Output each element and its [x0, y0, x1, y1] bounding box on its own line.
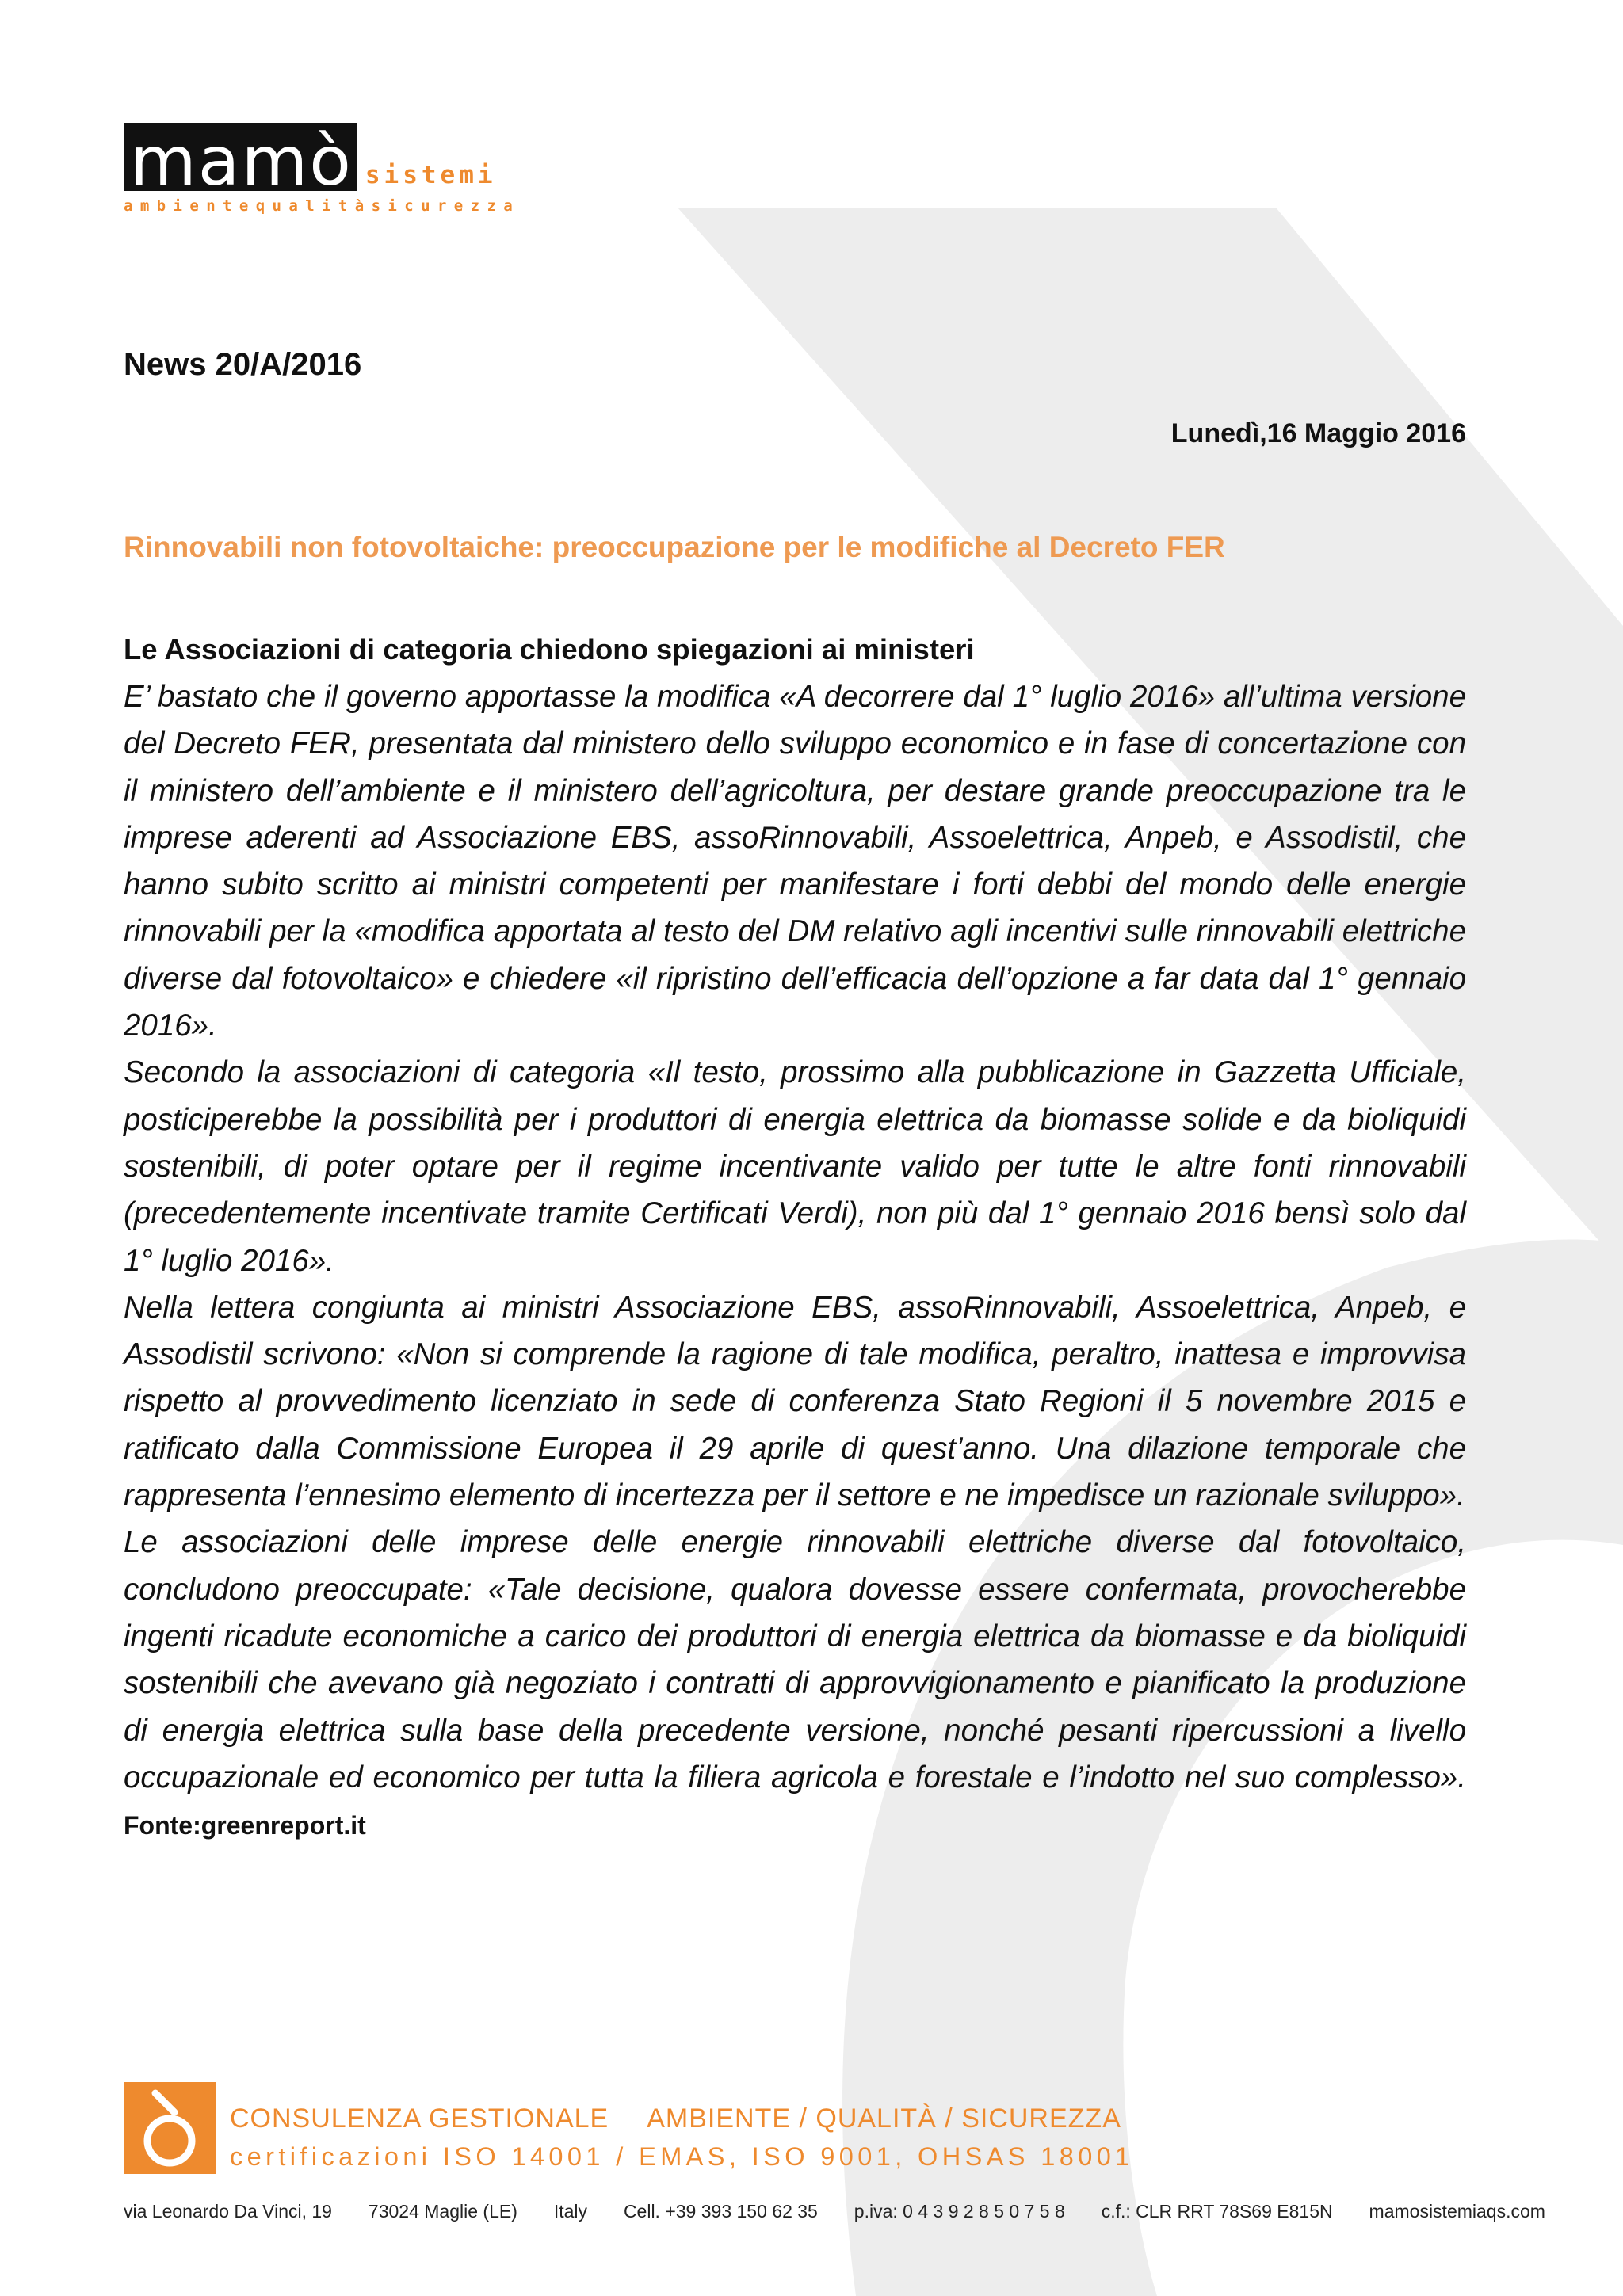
logo-suffix: sistemi: [365, 161, 497, 189]
footer-certifications: certificazioni ISO 14001 / EMAS, ISO 9001, OHSAS 18001: [230, 2142, 1134, 2171]
footer-consulting: CONSULENZA GESTIONALE: [230, 2103, 609, 2134]
footer-city: 73024 Maglie (LE): [368, 2201, 517, 2222]
company-logo: [124, 123, 520, 215]
footer-tax-code: c.f.: CLR RRT 78S69 E815N: [1101, 2201, 1333, 2222]
footer-phone: Cell. +39 393 150 62 35: [623, 2201, 818, 2222]
footer-logo-mark: [124, 2082, 216, 2174]
article-paragraph-last: [124, 1519, 1466, 1849]
article-body: [124, 626, 1466, 1849]
article-headline: Rinnovabili non fotovoltaiche: preoccupazione per le modifiche al Decreto FER: [124, 531, 1225, 563]
footer-vat: p.iva: 0 4 3 9 2 8 5 0 7 5 8: [854, 2201, 1065, 2222]
footer-services: [230, 2103, 1134, 2172]
article-paragraph: Secondo la associazioni di categoria «Il testo, prossimo alla pubblicazione in Gazzetta Ufficiale, posticiperebbe la possibilità per i produttori di energia elettrica da biomasse solide e da bioliquidi sostenibili, di poter optare per il regime incentivante valido per tutte le altre fonti rinnovabili (precedentemente incentivate tramite Certificati Verdi), non più dal 1° gennaio 2016 bensì solo dal 1° luglio 2016».: [124, 1055, 1466, 1278]
logo-wordmark: mamò: [124, 123, 357, 191]
footer-contact-bar: [124, 2201, 1545, 2222]
footer-website[interactable]: mamosistemiaqs.com: [1369, 2201, 1545, 2222]
article-subheading: Le Associazioni di categoria chiedono spiegazioni ai ministeri: [124, 633, 975, 666]
article-paragraph-text: Le associazioni delle imprese delle energie rinnovabili elettriche diverse dal fotovoltaico, concludono preoccupate: «Tale decisione, qualora dovesse essere confermata, provocherebbe ingenti ricadute economiche a carico dei produttori di energia elettrica da biomasse e da bioliquidi sostenibili che avevano già negoziato i contratti di approvvigionamento e pianificato la produzione di energia elettrica sulla base della precedente versione, nonché pesanti ripercussioni a livello occupazionale ed economico per tutta la filiera agricola e forestale e l’indotto nel suo complesso».: [124, 1525, 1466, 1794]
footer-street: via Leonardo Da Vinci, 19: [124, 2201, 332, 2222]
logo-tagline: ambientequalitàsicurezza: [124, 197, 521, 215]
article-source: Fonte:greenreport.it: [124, 1811, 366, 1840]
publication-date: Lunedì,16 Maggio 2016: [1170, 418, 1466, 448]
footer-country: Italy: [553, 2201, 587, 2222]
news-title: News 20/A/2016: [124, 347, 362, 382]
footer-areas: AMBIENTE / QUALITÀ / SICUREZZA: [647, 2103, 1121, 2134]
article-paragraph: E’ bastato che il governo apportasse la modifica «A decorrere dal 1° luglio 2016» all’ultima versione del Decreto FER, presentata dal ministero dello sviluppo economico e in fase di concertazione con il ministero dell’ambiente e il ministero dell’agricoltura, per destare grande preoccupazione tra le imprese aderenti ad Associazione EBS, assoRinnovabili, Assoelettrica, Anpeb, e Assodistil, che hanno subito scritto ai ministri competenti per manifestare i forti debbi del mondo delle energie rinnovabili per la «modifica apportata al testo del DM relativo agli incentivi sulle rinnovabili elettriche diverse dal fotovoltaico» e chiedere «il ripristino dell’efficacia dell’opzione a far data dal 1° gennaio 2016».: [124, 680, 1466, 1043]
article-paragraph: Nella lettera congiunta ai ministri Associazione EBS, assoRinnovabili, Assoelettrica, Anpeb, e Assodistil scrivono: «Non si comprende la ragione di tale modifica, peraltro, inattesa e improvvisa rispetto al provvedimento licenziato in sede di conferenza Stato Regioni il 5 novembre 2015 e ratificato dalla Commissione Europea il 29 aprile di quest’anno. Una dilazione temporale che rappresenta l’ennesimo elemento di incertezza per il settore e ne impedisce un razionale sviluppo».: [124, 1290, 1466, 1513]
